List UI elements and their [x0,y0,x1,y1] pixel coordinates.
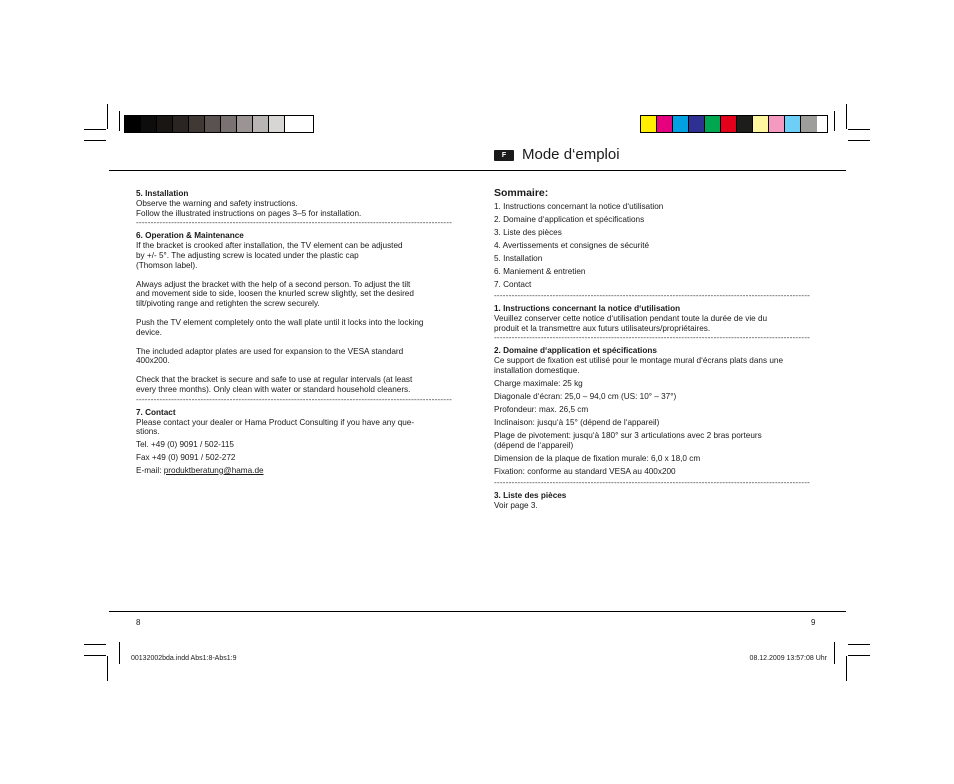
body-text: stions. [136,427,160,437]
fax-number: Fax +49 (0) 9091 / 502-272 [136,452,236,462]
color-swatch [721,116,737,132]
color-swatch [237,116,253,132]
spec-pivot: Plage de pivotement: jusqu‘à 180° sur 3 articulations avec 2 bras porteurs [494,430,762,440]
color-bar [640,115,828,133]
body-text: Follow the illustrated instructions on pages 3–5 for installation. [136,208,362,218]
spec-load: Charge maximale: 25 kg [494,378,583,388]
color-swatch [705,116,721,132]
spec-tilt: Inclinaison: jusqu‘à 15° (dépend de l‘appareil) [494,417,660,427]
color-swatch [157,116,173,132]
gray-color-bar [124,115,314,133]
body-text: Check that the bracket is secure and safe to use at regular intervals (at least [136,375,413,385]
body-text: device. [136,327,162,337]
page-title: Mode d‘emploi [522,146,620,163]
body-text: installation domestique. [494,365,580,375]
color-swatch [753,116,769,132]
body-text: The included adaptor plates are used for expansion to the VESA standard [136,346,404,356]
crop-mark [84,129,106,130]
page-number-left: 8 [136,618,141,627]
dashed-separator: ------------------------------------------------------------------------------------------------------------ [494,291,811,300]
left-column [136,189,454,476]
crop-mark [84,655,106,656]
body-text: Ce support de fixation est utilisé pour le montage mural d‘écrans plats dans une [494,356,784,366]
body-text: Veuillez conserver cette notice d‘utilisation pendant toute la durée de vie du [494,313,768,323]
body-text: Push the TV element completely onto the wall plate until it locks into the locking [136,317,424,327]
section-heading: 2. Domaine d‘application et spécifications [494,346,657,356]
color-swatch [657,116,673,132]
crop-mark [848,140,870,141]
crop-mark [846,656,847,681]
body-text: Voir page 3. [494,501,538,511]
color-swatch [769,116,785,132]
crop-mark [848,655,870,656]
color-swatch [253,116,269,132]
color-swatch [785,116,801,132]
crop-mark [107,656,108,681]
crop-mark [84,140,106,141]
file-info: 00132002bda.indd Abs1:8-Abs1:9 [131,655,237,662]
section-heading: 1. Instructions concernant la notice d‘utilisation [494,304,681,313]
color-swatch [125,116,141,132]
crop-mark [119,642,120,664]
section-heading: 5. Installation [136,189,189,198]
body-text: If the bracket is crooked after installation, the TV element can be adjusted [136,241,403,251]
color-swatch [189,116,205,132]
section-heading: 6. Operation & Maintenance [136,231,244,241]
language-badge: F [494,150,514,161]
header-rule [109,170,846,171]
summary-item: 3. Liste des pièces [494,228,562,237]
body-text: by +/- 5°. The adjusting screw is located under the plastic cap [136,250,359,260]
summary-item: 5. Installation [494,254,543,263]
color-swatch [141,116,157,132]
summary-item: 6. Maniement & entretien [494,267,586,276]
dashed-separator: ------------------------------------------------------------------------------------------------------------ [136,394,453,404]
crop-mark [107,104,108,129]
section-heading: 7. Contact [136,407,176,417]
body-text: produit et la transmettre aux futurs utilisateurs/propriétaires. [494,323,711,333]
section-heading: 3. Liste des pièces [494,491,567,501]
summary-item: 4. Avertissements et consignes de sécurité [494,241,650,250]
summary-item: 2. Domaine d‘application et spécifications [494,215,645,224]
spec-plate: Dimension de la plaque de fixation murale: 6,0 x 18,0 cm [494,454,701,464]
color-swatch [205,116,221,132]
body-text: Please contact your dealer or Hama Product Consulting if you have any que- [136,417,415,427]
print-timestamp: 08.12.2009 13:57:08 Uhr [749,655,827,662]
body-text: (Thomson label). [136,260,198,270]
email-line [136,466,454,476]
crop-mark [834,111,835,131]
phone-number: Tel. +49 (0) 9091 / 502-115 [136,440,234,450]
page-number-right: 9 [811,618,816,627]
body-text: 400x200. [136,356,170,366]
color-swatch [269,116,285,132]
crop-mark [834,642,835,664]
color-swatch [285,116,301,132]
email-link[interactable]: produktberatung@hama.de [163,465,264,475]
summary-heading: Sommaire: [494,187,549,199]
color-swatch [689,116,705,132]
body-text: Always adjust the bracket with the help of a second person. To adjust the tilt [136,279,411,289]
dashed-separator: ------------------------------------------------------------------------------------------------------------ [136,218,453,228]
summary-item: 1. Instructions concernant la notice d‘utilisation [494,202,664,211]
color-swatch [221,116,237,132]
color-swatch [641,116,657,132]
crop-mark [848,129,870,130]
body-text: tilt/pivoting range and retighten the screw securely. [136,299,320,309]
dashed-separator: ------------------------------------------------------------------------------------------------------------ [494,478,811,488]
footer-rule [109,611,846,612]
dashed-separator: ------------------------------------------------------------------------------------------------------------ [494,333,811,343]
body-text: every three months). Only clean with water or standard household cleaners. [136,384,411,394]
crop-mark [848,644,870,645]
color-swatch [737,116,753,132]
email-label: E-mail: [136,465,164,475]
body-text: and movement side to side, loosen the knurled screw slightly, set the desired [136,289,414,299]
spec-pivot: (dépend de l‘appareil) [494,440,574,450]
spec-diagonal: Diagonale d‘écran: 25,0 – 94,0 cm (US: 10° – 37°) [494,391,677,401]
color-swatch [673,116,689,132]
spec-fixation: Fixation: conforme au standard VESA au 400x200 [494,467,676,477]
color-swatch [801,116,817,132]
body-text: Observe the warning and safety instructions. [136,198,298,208]
crop-mark [84,644,106,645]
crop-mark [846,104,847,129]
summary-item: 7. Contact [494,280,532,289]
crop-mark [119,111,120,131]
spec-depth: Profondeur: max. 26,5 cm [494,404,589,414]
right-column [494,187,814,511]
color-swatch [173,116,189,132]
